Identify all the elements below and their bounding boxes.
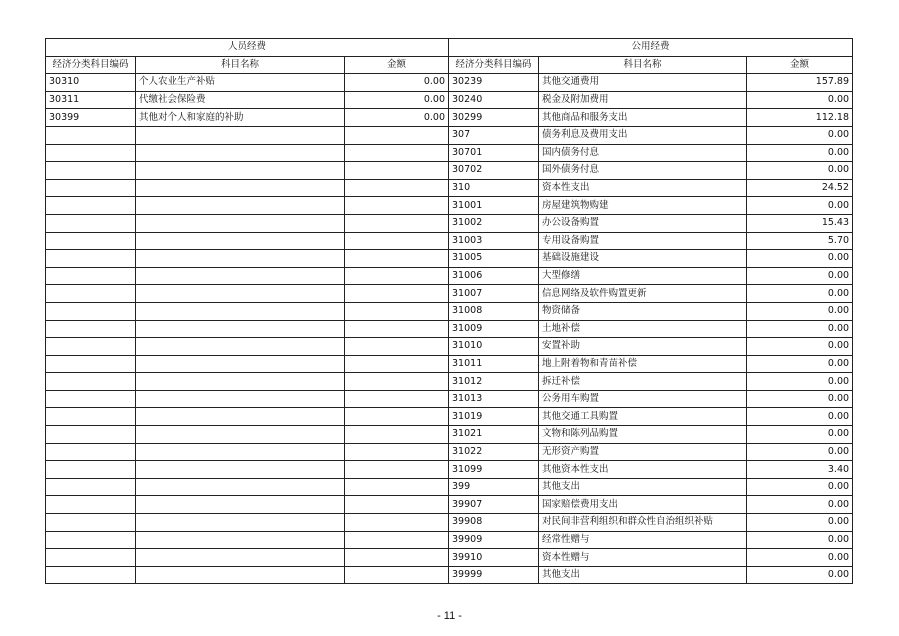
- right-code-cell: 30701: [449, 144, 539, 162]
- left-code-cell: 30311: [46, 91, 136, 109]
- right-name-cell: 其他资本性支出: [539, 461, 747, 479]
- right-name-cell: 土地补偿: [539, 320, 747, 338]
- right-name-cell: 税金及附加费用: [539, 91, 747, 109]
- right-name-cell: 大型修缮: [539, 267, 747, 285]
- left-name-cell: [136, 320, 345, 338]
- table-row: [46, 443, 853, 461]
- left-name-cell: [136, 566, 345, 584]
- right-amount-cell: 0.00: [747, 91, 853, 109]
- left-name-cell: [136, 408, 345, 426]
- right-name-cell: 拆迁补偿: [539, 373, 747, 391]
- right-code-cell: 31006: [449, 267, 539, 285]
- left-code-cell: [46, 285, 136, 303]
- table-row: [46, 285, 853, 303]
- right-amount-cell: 0.00: [747, 285, 853, 303]
- table-row: [46, 144, 853, 162]
- right-amount-cell: 0.00: [747, 197, 853, 215]
- right-code-cell: 399: [449, 478, 539, 496]
- left-name-cell: [136, 461, 345, 479]
- left-code-cell: 30310: [46, 74, 136, 92]
- col-header-left-code: 经济分类科目编码: [46, 56, 136, 74]
- left-name-cell: [136, 214, 345, 232]
- left-amount-cell: [345, 531, 449, 549]
- left-name-cell: 其他对个人和家庭的补助: [136, 109, 345, 127]
- right-code-cell: 307: [449, 126, 539, 144]
- right-code-cell: 31012: [449, 373, 539, 391]
- left-code-cell: [46, 320, 136, 338]
- left-amount-cell: 0.00: [345, 91, 449, 109]
- table-row: [46, 302, 853, 320]
- right-amount-cell: 0.00: [747, 320, 853, 338]
- right-name-cell: 其他支出: [539, 478, 747, 496]
- right-amount-cell: 0.00: [747, 531, 853, 549]
- table-row: [46, 478, 853, 496]
- right-amount-cell: 0.00: [747, 426, 853, 444]
- right-name-cell: 国家赔偿费用支出: [539, 496, 747, 514]
- right-code-cell: 39907: [449, 496, 539, 514]
- left-name-cell: 个人农业生产补贴: [136, 74, 345, 92]
- left-name-cell: [136, 197, 345, 215]
- right-code-cell: 31019: [449, 408, 539, 426]
- right-code-cell: 310: [449, 179, 539, 197]
- right-name-cell: 物资储备: [539, 302, 747, 320]
- left-amount-cell: [345, 514, 449, 532]
- table-row: [46, 250, 853, 268]
- left-code-cell: [46, 390, 136, 408]
- right-name-cell: 国内债务付息: [539, 144, 747, 162]
- right-name-cell: 安置补助: [539, 338, 747, 356]
- left-code-cell: [46, 126, 136, 144]
- right-amount-cell: 0.00: [747, 373, 853, 391]
- table-row: [46, 531, 853, 549]
- left-amount-cell: [345, 461, 449, 479]
- column-header-row: [46, 56, 853, 74]
- left-name-cell: [136, 478, 345, 496]
- right-amount-cell: 0.00: [747, 478, 853, 496]
- table-row: [46, 566, 853, 584]
- left-name-cell: [136, 531, 345, 549]
- right-code-cell: 31099: [449, 461, 539, 479]
- left-amount-cell: [345, 214, 449, 232]
- group-header-row: [46, 39, 853, 57]
- left-amount-cell: [345, 443, 449, 461]
- left-amount-cell: [345, 338, 449, 356]
- left-amount-cell: [345, 197, 449, 215]
- left-name-cell: [136, 302, 345, 320]
- right-amount-cell: 0.00: [747, 144, 853, 162]
- left-name-cell: [136, 162, 345, 180]
- col-header-right-name: 科目名称: [539, 56, 747, 74]
- right-code-cell: 39999: [449, 566, 539, 584]
- left-code-cell: [46, 338, 136, 356]
- left-name-cell: 代缴社会保险费: [136, 91, 345, 109]
- left-code-cell: [46, 250, 136, 268]
- left-code-cell: [46, 531, 136, 549]
- left-code-cell: [46, 408, 136, 426]
- left-amount-cell: [345, 267, 449, 285]
- left-code-cell: [46, 478, 136, 496]
- right-amount-cell: 0.00: [747, 514, 853, 532]
- right-code-cell: 31005: [449, 250, 539, 268]
- left-name-cell: [136, 232, 345, 250]
- right-name-cell: 国外债务付息: [539, 162, 747, 180]
- left-amount-cell: [345, 390, 449, 408]
- table-row: [46, 373, 853, 391]
- right-amount-cell: 0.00: [747, 162, 853, 180]
- left-code-cell: [46, 144, 136, 162]
- left-name-cell: [136, 390, 345, 408]
- table-row: [46, 549, 853, 567]
- table-row: [46, 496, 853, 514]
- table-body: [46, 39, 853, 584]
- left-amount-cell: [345, 302, 449, 320]
- right-code-cell: 30299: [449, 109, 539, 127]
- left-amount-cell: [345, 144, 449, 162]
- right-code-cell: 31010: [449, 338, 539, 356]
- right-code-cell: 31008: [449, 302, 539, 320]
- table-row: [46, 74, 853, 92]
- right-amount-cell: 15.43: [747, 214, 853, 232]
- left-amount-cell: 0.00: [345, 74, 449, 92]
- left-name-cell: [136, 426, 345, 444]
- left-code-cell: [46, 373, 136, 391]
- table-row: [46, 338, 853, 356]
- left-amount-cell: [345, 285, 449, 303]
- group-header-public: 公用经费: [449, 39, 853, 57]
- left-name-cell: [136, 373, 345, 391]
- left-name-cell: [136, 285, 345, 303]
- table-row: [46, 232, 853, 250]
- left-code-cell: [46, 443, 136, 461]
- right-name-cell: 资本性支出: [539, 179, 747, 197]
- table-row: [46, 355, 853, 373]
- right-amount-cell: 0.00: [747, 355, 853, 373]
- table-row: [46, 426, 853, 444]
- left-amount-cell: [345, 408, 449, 426]
- right-code-cell: 31007: [449, 285, 539, 303]
- left-amount-cell: [345, 232, 449, 250]
- left-amount-cell: [345, 566, 449, 584]
- table-row: [46, 214, 853, 232]
- right-code-cell: 31022: [449, 443, 539, 461]
- left-amount-cell: [345, 320, 449, 338]
- right-amount-cell: 0.00: [747, 267, 853, 285]
- group-header-personnel: 人员经费: [46, 39, 449, 57]
- right-amount-cell: 157.89: [747, 74, 853, 92]
- right-amount-cell: 0.00: [747, 338, 853, 356]
- left-code-cell: [46, 232, 136, 250]
- right-name-cell: 基础设施建设: [539, 250, 747, 268]
- right-amount-cell: 0.00: [747, 549, 853, 567]
- right-name-cell: 其他支出: [539, 566, 747, 584]
- right-code-cell: 31011: [449, 355, 539, 373]
- table-row: [46, 461, 853, 479]
- left-code-cell: [46, 267, 136, 285]
- table-row: [46, 408, 853, 426]
- left-amount-cell: [345, 250, 449, 268]
- expenditure-table: [45, 38, 853, 584]
- right-name-cell: 信息网络及软件购置更新: [539, 285, 747, 303]
- right-name-cell: 其他商品和服务支出: [539, 109, 747, 127]
- left-code-cell: [46, 355, 136, 373]
- table-row: [46, 109, 853, 127]
- left-amount-cell: [345, 478, 449, 496]
- right-code-cell: 39909: [449, 531, 539, 549]
- right-name-cell: 经常性赠与: [539, 531, 747, 549]
- table-row: [46, 162, 853, 180]
- col-header-right-code: 经济分类科目编码: [449, 56, 539, 74]
- left-amount-cell: [345, 162, 449, 180]
- page-number: - 11 -: [437, 610, 462, 622]
- col-header-right-amount: 金额: [747, 56, 853, 74]
- right-name-cell: 办公设备购置: [539, 214, 747, 232]
- left-code-cell: [46, 162, 136, 180]
- right-name-cell: 文物和陈列品购置: [539, 426, 747, 444]
- right-code-cell: 31013: [449, 390, 539, 408]
- table-row: [46, 126, 853, 144]
- left-name-cell: [136, 496, 345, 514]
- table-row: [46, 390, 853, 408]
- left-code-cell: [46, 197, 136, 215]
- right-code-cell: 39908: [449, 514, 539, 532]
- left-code-cell: [46, 566, 136, 584]
- right-name-cell: 专用设备购置: [539, 232, 747, 250]
- right-code-cell: 39910: [449, 549, 539, 567]
- left-code-cell: [46, 426, 136, 444]
- right-name-cell: 资本性赠与: [539, 549, 747, 567]
- right-amount-cell: 0.00: [747, 126, 853, 144]
- left-name-cell: [136, 338, 345, 356]
- left-name-cell: [136, 443, 345, 461]
- left-amount-cell: [345, 426, 449, 444]
- right-amount-cell: 0.00: [747, 496, 853, 514]
- right-amount-cell: 5.70: [747, 232, 853, 250]
- right-code-cell: 31021: [449, 426, 539, 444]
- right-amount-cell: 0.00: [747, 390, 853, 408]
- left-name-cell: [136, 179, 345, 197]
- left-amount-cell: [345, 126, 449, 144]
- right-code-cell: 30239: [449, 74, 539, 92]
- right-name-cell: 公务用车购置: [539, 390, 747, 408]
- right-name-cell: 其他交通费用: [539, 74, 747, 92]
- left-name-cell: [136, 267, 345, 285]
- left-code-cell: [46, 214, 136, 232]
- left-code-cell: [46, 496, 136, 514]
- right-amount-cell: 24.52: [747, 179, 853, 197]
- table-row: [46, 197, 853, 215]
- right-amount-cell: 0.00: [747, 302, 853, 320]
- left-code-cell: [46, 179, 136, 197]
- left-amount-cell: 0.00: [345, 109, 449, 127]
- right-amount-cell: 112.18: [747, 109, 853, 127]
- right-code-cell: 30240: [449, 91, 539, 109]
- table-row: [46, 179, 853, 197]
- table-row: [46, 514, 853, 532]
- right-code-cell: 31001: [449, 197, 539, 215]
- col-header-left-name: 科目名称: [136, 56, 345, 74]
- left-amount-cell: [345, 179, 449, 197]
- left-amount-cell: [345, 355, 449, 373]
- table-row: [46, 320, 853, 338]
- left-amount-cell: [345, 549, 449, 567]
- right-amount-cell: 3.40: [747, 461, 853, 479]
- right-name-cell: 对民间非营利组织和群众性自治组织补贴: [539, 514, 747, 532]
- left-code-cell: 30399: [46, 109, 136, 127]
- left-name-cell: [136, 355, 345, 373]
- left-code-cell: [46, 514, 136, 532]
- right-amount-cell: 0.00: [747, 443, 853, 461]
- left-code-cell: [46, 302, 136, 320]
- left-code-cell: [46, 549, 136, 567]
- right-name-cell: 地上附着物和青苗补偿: [539, 355, 747, 373]
- right-name-cell: 其他交通工具购置: [539, 408, 747, 426]
- left-name-cell: [136, 549, 345, 567]
- col-header-left-amount: 金额: [345, 56, 449, 74]
- right-amount-cell: 0.00: [747, 408, 853, 426]
- left-code-cell: [46, 461, 136, 479]
- right-code-cell: 31003: [449, 232, 539, 250]
- left-amount-cell: [345, 496, 449, 514]
- right-name-cell: 无形资产购置: [539, 443, 747, 461]
- left-name-cell: [136, 144, 345, 162]
- left-name-cell: [136, 514, 345, 532]
- right-amount-cell: 0.00: [747, 566, 853, 584]
- left-name-cell: [136, 126, 345, 144]
- right-name-cell: 债务利息及费用支出: [539, 126, 747, 144]
- table-row: [46, 267, 853, 285]
- left-amount-cell: [345, 373, 449, 391]
- right-code-cell: 31009: [449, 320, 539, 338]
- right-code-cell: 30702: [449, 162, 539, 180]
- table-row: [46, 91, 853, 109]
- right-amount-cell: 0.00: [747, 250, 853, 268]
- right-name-cell: 房屋建筑物购建: [539, 197, 747, 215]
- left-name-cell: [136, 250, 345, 268]
- right-code-cell: 31002: [449, 214, 539, 232]
